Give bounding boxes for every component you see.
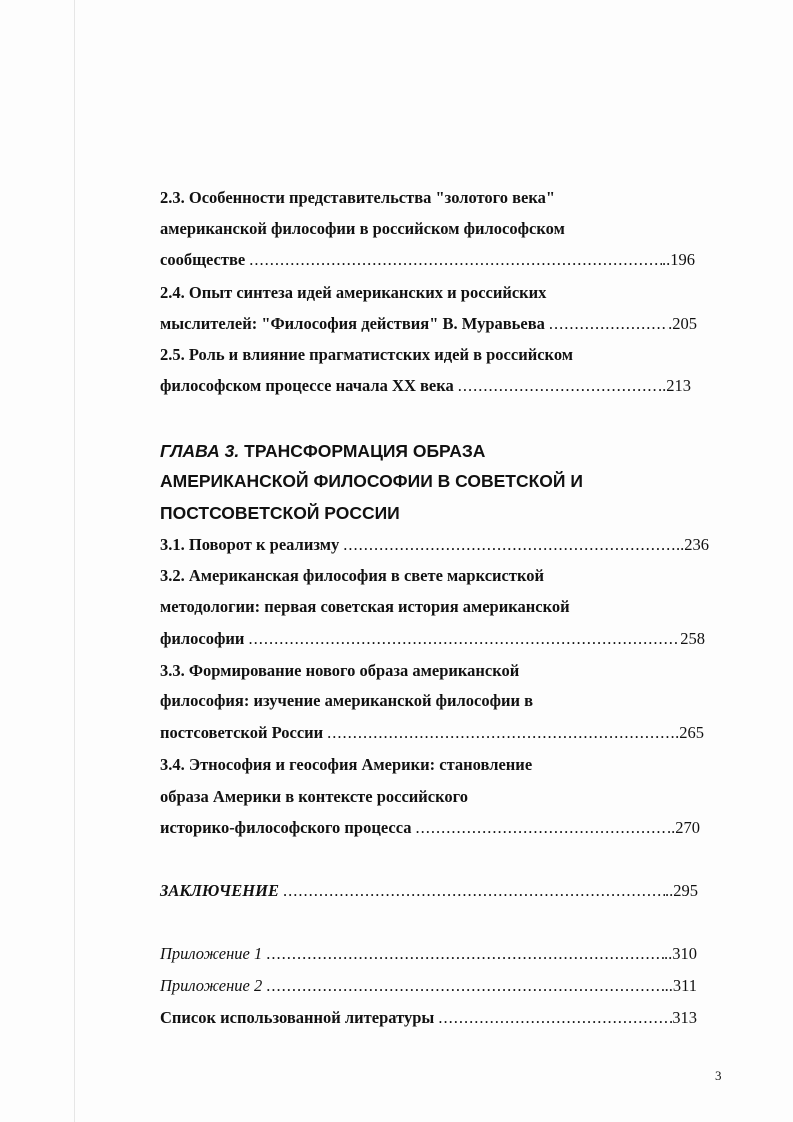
leader-dots (454, 376, 658, 396)
toc-appendix-1-entry[interactable] (160, 944, 697, 964)
chapter-3-title-line-2: АМЕРИКАНСКОЙ ФИЛОСОФИИ В СОВЕТСКОЙ И (160, 471, 583, 491)
page-number: 3 (715, 1068, 722, 1083)
toc-2-3-line-3: сообществе (160, 250, 246, 269)
leader-dots (339, 535, 676, 555)
toc-2-5-page: ..213 (658, 376, 691, 395)
toc-3-3-line-1: 3.3. Формирование нового образа американской (160, 661, 520, 680)
toc-3-4-entry[interactable] (160, 818, 700, 838)
toc-3-2-page: 258 (680, 629, 705, 648)
toc-appendix-2-entry[interactable] (160, 976, 697, 996)
leader-dots (262, 976, 664, 996)
toc-2-4-line-1: 2.4. Опыт синтеза идей американских и российских (160, 283, 547, 302)
toc-3-4-page: ..270 (667, 818, 700, 837)
toc-conclusion-label: ЗАКЛЮЧЕНИЕ (160, 881, 279, 900)
leader-dots (545, 314, 668, 334)
toc-3-2-line-3: философии (160, 629, 245, 648)
toc-2-3-line-2: американской философии в российском философском (160, 219, 565, 238)
toc-2-4-line-2: мыслителей: "Философия действия" В. Муравьева (160, 314, 545, 333)
toc-3-4-line-2: образа Америки в контексте российского (160, 787, 468, 806)
toc-appendix-2-label: Приложение 2 (160, 976, 263, 995)
toc-bibliography-entry[interactable] (160, 1008, 697, 1028)
toc-2-5-line-1: 2.5. Роль и влияние прагматистских идей в российском (160, 345, 573, 364)
leader-dots (244, 629, 680, 649)
leader-dots (434, 1008, 672, 1028)
toc-bibliography-label: Список использованной литературы (160, 1008, 435, 1027)
toc-3-3-page: .265 (675, 723, 704, 742)
toc-3-2-line-2: методологии: первая советская история американской (160, 597, 570, 616)
leader-dots (245, 250, 662, 270)
chapter-3-title-line-3: ПОСТСОВЕТСКОЙ РОССИИ (160, 503, 400, 523)
leader-dots (279, 881, 665, 901)
toc-3-1-entry[interactable] (160, 535, 709, 555)
toc-2-5-line-2: философском процессе начала XX века (160, 376, 454, 395)
leader-dots (262, 944, 664, 964)
toc-2-3-entry[interactable] (160, 250, 695, 270)
toc-3-3-entry[interactable] (160, 723, 704, 743)
leader-dots (412, 818, 668, 838)
toc-2-3-line-1: 2.3. Особенности представительства "золотого века" (160, 188, 556, 207)
chapter-3-title-line-1: ТРАНСФОРМАЦИЯ ОБРАЗА (244, 441, 486, 461)
toc-3-3-line-2: философия: изучение американской философии в (160, 691, 534, 710)
chapter-3-heading-line-1 (160, 440, 485, 462)
leader-dots (323, 723, 675, 743)
toc-3-2-line-1: 3.2. Американская философия в свете марксисткой (160, 566, 545, 585)
toc-3-1-page: ..236 (676, 535, 709, 554)
toc-3-4-line-1: 3.4. Этнософия и геософия Америки: становление (160, 755, 533, 774)
toc-2-3-page: ..196 (662, 250, 695, 269)
toc-3-3-line-3: постсоветской России (160, 723, 324, 742)
toc-3-2-entry[interactable] (160, 629, 705, 649)
toc-conclusion-page: ..295 (665, 881, 698, 900)
toc-3-1-line-1: 3.1. Поворот к реализму (160, 535, 340, 554)
toc-appendix-2-page: ..311 (664, 976, 697, 995)
toc-appendix-1-label: Приложение 1 (160, 944, 263, 963)
toc-3-4-line-3: историко-философского процесса (160, 818, 412, 837)
toc-2-5-entry[interactable] (160, 376, 691, 396)
toc-2-4-entry[interactable] (160, 314, 697, 334)
chapter-3-label: ГЛАВА 3. (160, 441, 240, 461)
toc-2-4-page: .205 (668, 314, 697, 333)
toc-conclusion-entry[interactable] (160, 881, 698, 901)
toc-bibliography-page: 313 (672, 1008, 697, 1027)
toc-appendix-1-page: ..310 (664, 944, 697, 963)
